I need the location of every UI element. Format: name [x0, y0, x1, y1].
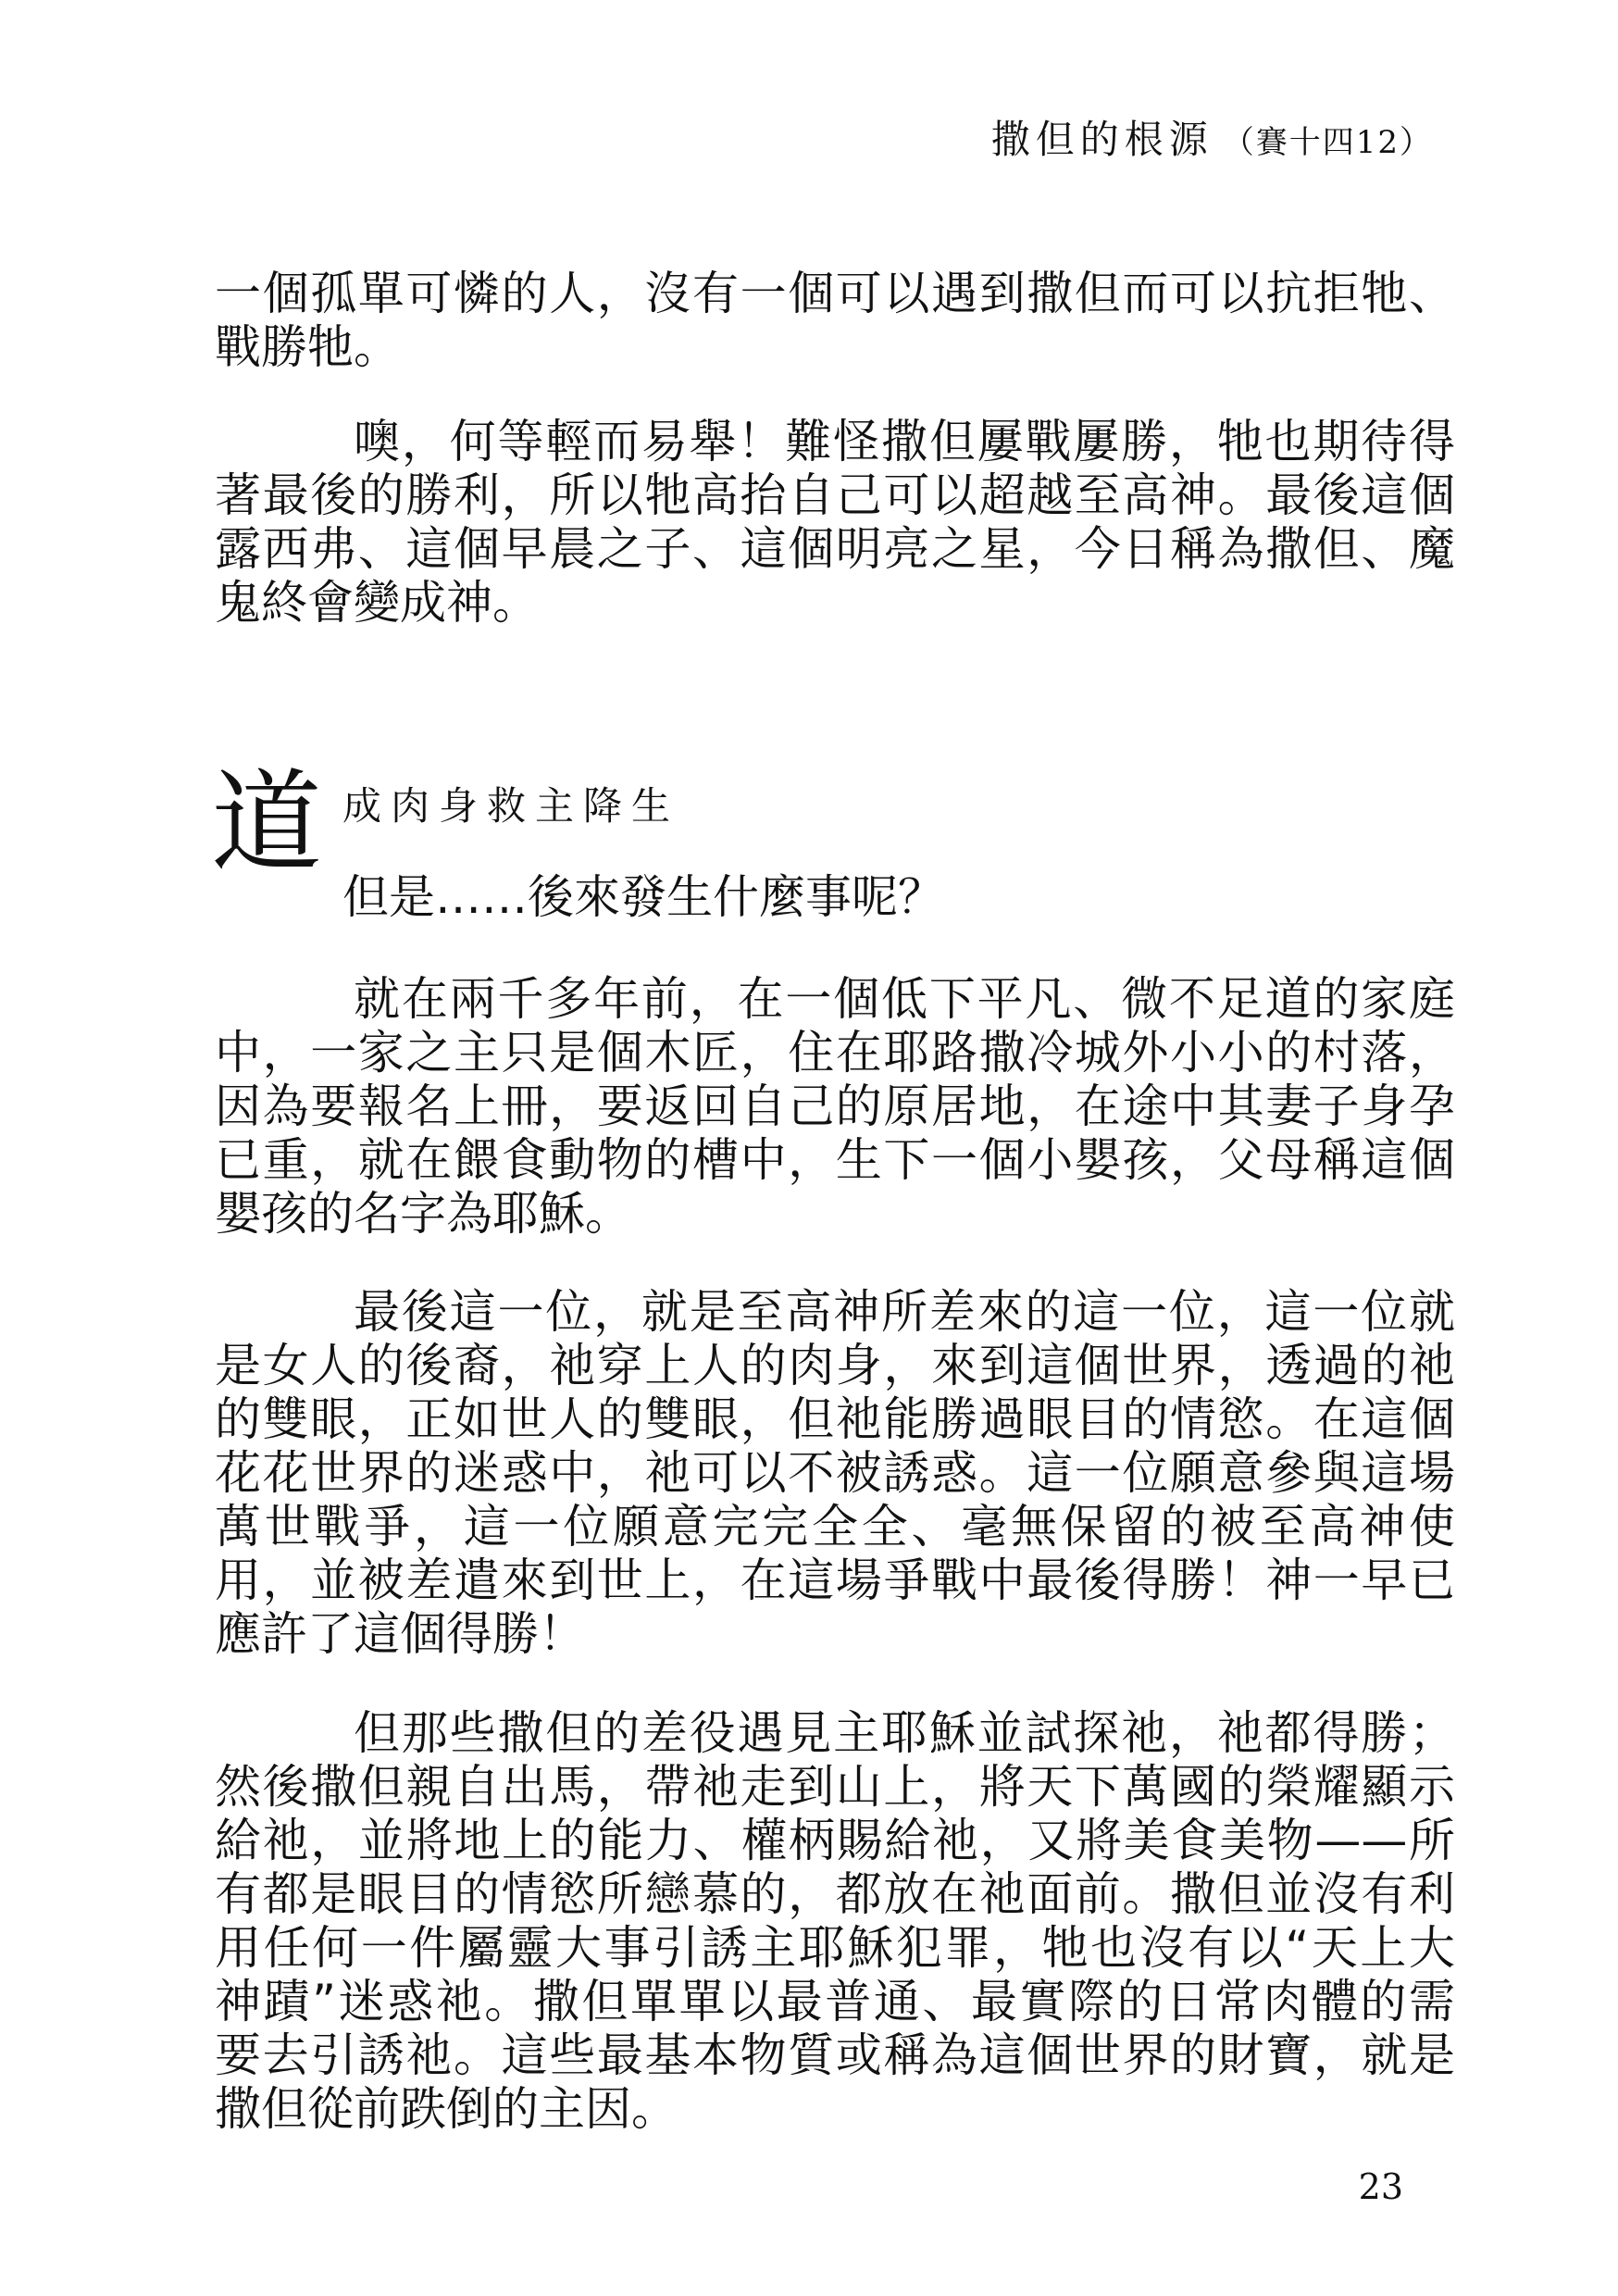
- section-question: 但是……後來發生什麼事呢？: [342, 870, 944, 924]
- text-line: 是女人的後裔，祂穿上人的肉身，來到這個世界，透過的祂: [215, 1339, 1455, 1392]
- text-line: 露西弗、這個早晨之子、這個明亮之星，今日稱為撒但、魔: [215, 522, 1455, 576]
- text-line: 中，一家之主只是個木匠，住在耶路撒冷城外小小的村落，: [215, 1026, 1455, 1079]
- section-dropcap: 道: [211, 759, 322, 888]
- text-line: 萬世戰爭，這一位願意完完全全、毫無保留的被至高神使: [215, 1500, 1455, 1554]
- running-header: [991, 109, 1433, 165]
- text-line: 用任何一件屬靈大事引誘主耶穌犯罪，牠也沒有以“天上大: [215, 1921, 1455, 1975]
- text-line: 神蹟”迷惑祂。撒但單單以最普通、最實際的日常肉體的需: [215, 1975, 1455, 2028]
- text-line: 最後這一位，就是至高神所差來的這一位，這一位就: [354, 1285, 1455, 1339]
- body-paragraph-2: [215, 415, 1455, 630]
- body-paragraph-4: [215, 1285, 1455, 1661]
- text-line: 用，並被差遣來到世上，在這場爭戰中最後得勝！神一早已: [215, 1554, 1455, 1607]
- text-line: 已重，就在餵食動物的槽中，生下一個小嬰孩，父母稱這個: [215, 1133, 1455, 1187]
- text-line: 一個孤單可憐的人，沒有一個可以遇到撒但而可以抗拒牠、: [215, 267, 1455, 320]
- text-line: 鬼終會變成神。: [215, 576, 539, 630]
- page-number: 23: [1358, 2166, 1403, 2207]
- text-line: 要去引誘祂。這些最基本物質或稱為這個世界的財寶，就是: [215, 2028, 1455, 2082]
- text-line: 就在兩千多年前，在一個低下平凡、微不足道的家庭: [354, 972, 1455, 1026]
- body-paragraph-3: [215, 972, 1455, 1241]
- text-line: 應許了這個得勝！: [215, 1607, 585, 1661]
- text-line: 撒但從前跌倒的主因。: [215, 2082, 678, 2136]
- text-line: 嬰孩的名字為耶穌。: [215, 1187, 631, 1241]
- text-line: 花花世界的迷惑中，祂可以不被誘惑。這一位願意參與這場: [215, 1446, 1455, 1500]
- text-line: 著最後的勝利，所以牠高抬自己可以超越至高神。最後這個: [215, 468, 1455, 522]
- text-line: 有都是眼目的情慾所戀慕的，都放在祂面前。撒但並沒有利: [215, 1867, 1455, 1921]
- text-line: 然後撒但親自出馬，帶祂走到山上，將天下萬國的榮耀顯示: [215, 1760, 1455, 1814]
- text-line: 噢，何等輕而易舉！難怪撒但屢戰屢勝，牠也期待得: [354, 415, 1455, 468]
- text-line: 給祂，並將地上的能力、權柄賜給祂，又將美食美物——所: [215, 1814, 1455, 1867]
- text-line: 的雙眼，正如世人的雙眼，但祂能勝過眼目的情慾。在這個: [215, 1392, 1455, 1446]
- body-paragraph-1: [215, 267, 1455, 374]
- text-line: 因為要報名上冊，要返回自己的原居地，在途中其妻子身孕: [215, 1079, 1455, 1133]
- text-line: 戰勝牠。: [215, 320, 400, 374]
- body-paragraph-5: [215, 1706, 1455, 2136]
- text-line: 但那些撒但的差役遇見主耶穌並試探祂，祂都得勝；: [354, 1706, 1455, 1760]
- section-subheading: 成肉身救主降生: [342, 783, 680, 829]
- chapter-title: 撒但的根源: [990, 117, 1214, 162]
- scripture-reference: （賽十四12）: [1222, 124, 1433, 161]
